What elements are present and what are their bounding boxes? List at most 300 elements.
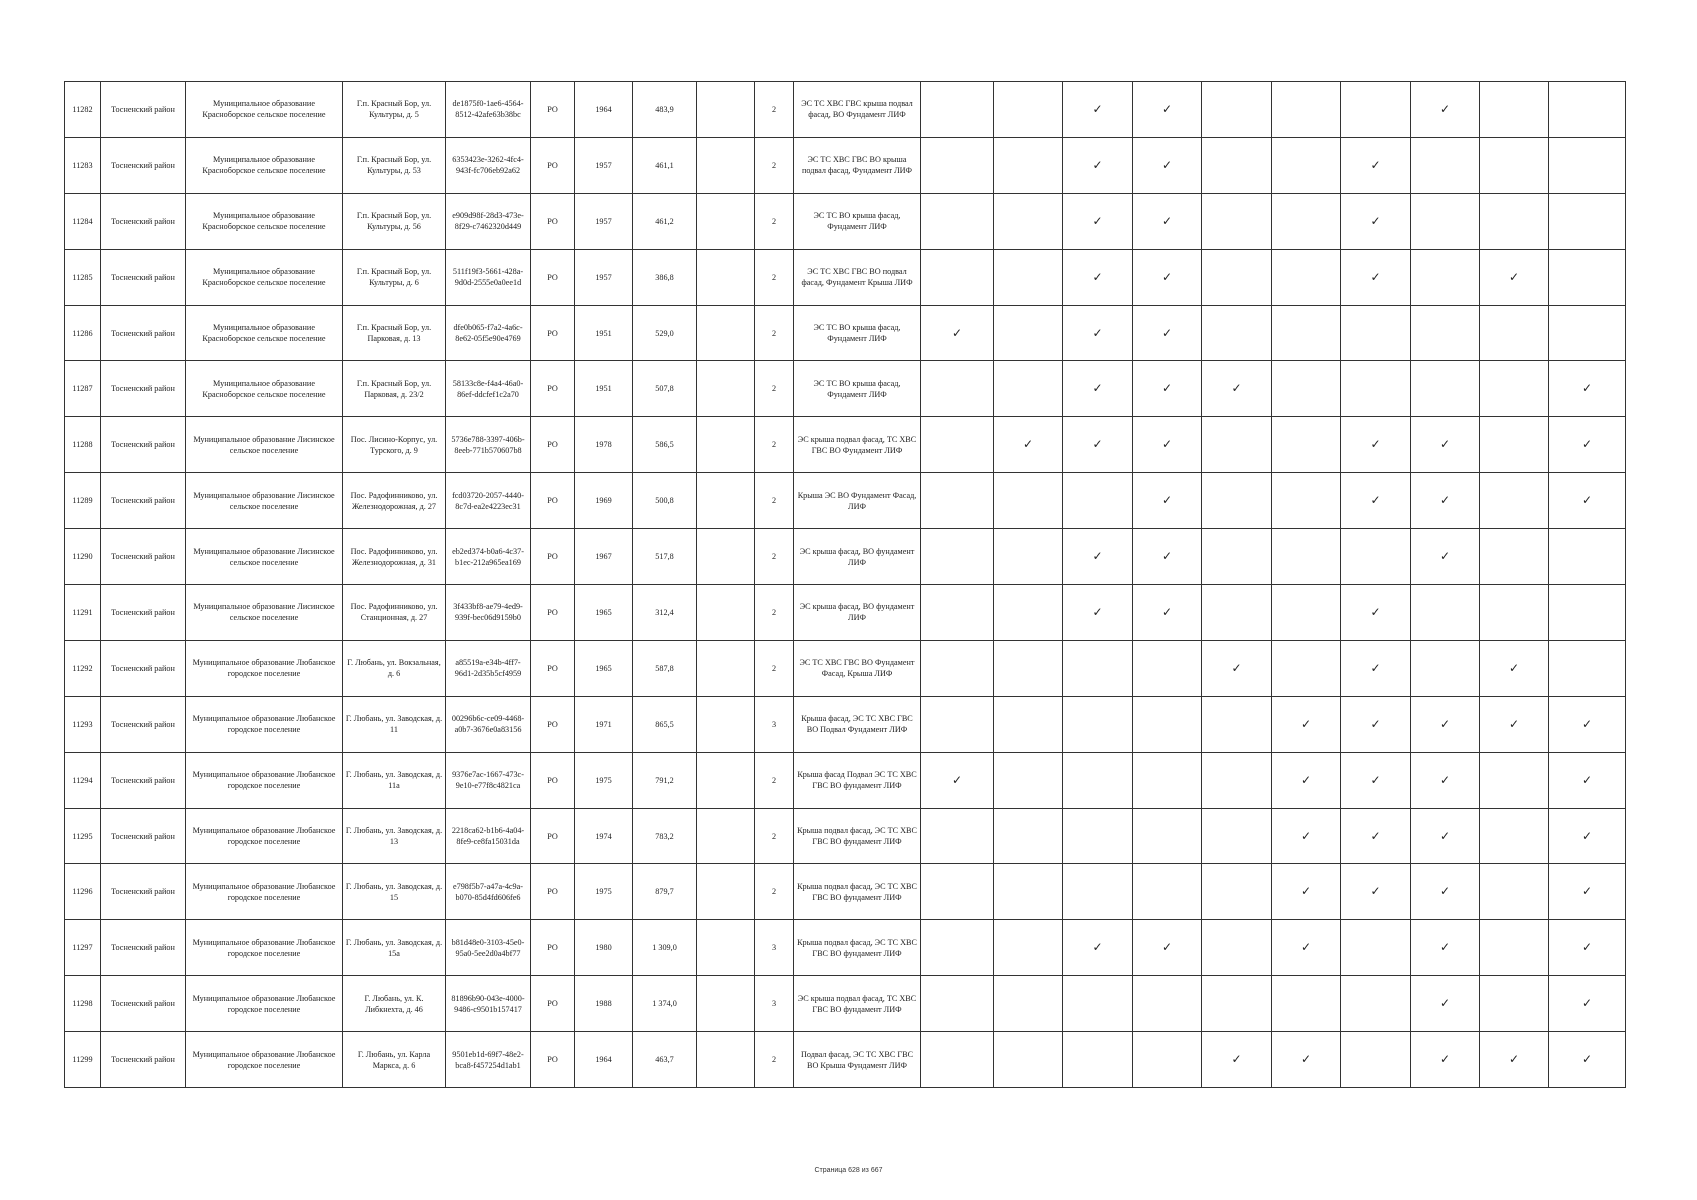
type-cell: РО	[531, 249, 575, 305]
check-cell	[1480, 1032, 1549, 1088]
check-cell	[921, 473, 994, 529]
row-number: 11293	[65, 696, 101, 752]
check-cell	[1341, 305, 1411, 361]
check-cell	[1549, 305, 1626, 361]
check-cell	[921, 1032, 994, 1088]
district-cell: Тосненский район	[101, 864, 186, 920]
checkmark-icon: ✓	[1439, 716, 1451, 731]
floors-cell: 2	[755, 640, 794, 696]
check-cell	[1202, 82, 1272, 138]
check-cell	[1272, 976, 1341, 1032]
table-row	[65, 361, 1626, 417]
guid-cell: a85519a-e34b-4ff7-96d1-2d35b5cf4959	[446, 640, 531, 696]
check-cell	[1063, 585, 1133, 641]
row-number: 11298	[65, 976, 101, 1032]
check-cell	[1341, 473, 1411, 529]
check-cell	[1202, 976, 1272, 1032]
check-cell	[1063, 473, 1133, 529]
district-cell: Тосненский район	[101, 82, 186, 138]
check-cell	[1272, 137, 1341, 193]
works-cell: ЭС крыша подвал фасад, ТС ХВС ГВС ВО фундамент ЛИФ	[794, 976, 921, 1032]
guid-cell: fcd03720-2057-4440-8c7d-ea2e4223ec31	[446, 473, 531, 529]
works-cell: Крыша подвал фасад, ЭС ТС ХВС ГВС ВО фундамент ЛИФ	[794, 808, 921, 864]
check-cell	[1063, 305, 1133, 361]
works-cell: ЭС крыша фасад, ВО фундамент ЛИФ	[794, 529, 921, 585]
blank-cell	[697, 808, 755, 864]
blank-cell	[697, 305, 755, 361]
check-cell	[1411, 864, 1480, 920]
works-cell: ЭС ТС ВО крыша фасад, Фундамент ЛИФ	[794, 193, 921, 249]
row-number: 11294	[65, 752, 101, 808]
check-cell	[994, 529, 1063, 585]
check-cell	[1549, 864, 1626, 920]
address-cell: Г. Любань, ул. Заводская, д. 13	[343, 808, 446, 864]
check-cell	[1480, 193, 1549, 249]
checkmark-icon: ✓	[1092, 604, 1103, 619]
check-cell	[994, 808, 1063, 864]
page-counter: Страница 628 из 667	[814, 1167, 883, 1174]
check-cell	[1549, 137, 1626, 193]
check-cell	[1411, 752, 1480, 808]
municipality-cell: Муниципальное образование Любанское городское поселение	[186, 752, 343, 808]
district-cell: Тосненский район	[101, 473, 186, 529]
address-cell: Пос. Радофинниково, ул. Железнодорожная, д. 27	[343, 473, 446, 529]
guid-cell: 6353423e-3262-4fc4-943f-fc706eb92a62	[446, 137, 531, 193]
municipality-cell: Муниципальное образование Красноборское сельское поселение	[186, 249, 343, 305]
check-cell	[1133, 640, 1202, 696]
check-cell	[994, 361, 1063, 417]
type-cell: РО	[531, 585, 575, 641]
checkmark-icon: ✓	[1581, 381, 1593, 396]
blank-cell	[697, 529, 755, 585]
year-cell: 1971	[575, 696, 633, 752]
area-cell: 586,5	[633, 417, 697, 473]
check-cell	[921, 193, 994, 249]
guid-cell: 3f433bf8-ae79-4ed9-939f-bec06d9159b0	[446, 585, 531, 641]
year-cell: 1969	[575, 473, 633, 529]
check-cell	[994, 137, 1063, 193]
works-cell: ЭС ТС ХВС ГВС крыша подвал фасад, ВО Фундамент ЛИФ	[794, 82, 921, 138]
check-cell	[1480, 82, 1549, 138]
municipality-cell: Муниципальное образование Красноборское сельское поселение	[186, 137, 343, 193]
guid-cell: 9501eb1d-69f7-48e2-bca8-f457254d1ab1	[446, 1032, 531, 1088]
check-cell	[1133, 1032, 1202, 1088]
type-cell: РО	[531, 808, 575, 864]
checkmark-icon: ✓	[1300, 1052, 1312, 1067]
checkmark-icon: ✓	[1581, 772, 1593, 787]
check-cell	[1411, 529, 1480, 585]
check-cell	[1341, 82, 1411, 138]
area-cell: 386,8	[633, 249, 697, 305]
district-cell: Тосненский район	[101, 249, 186, 305]
check-cell	[921, 920, 994, 976]
works-cell: Крыша подвал фасад, ЭС ТС ХВС ГВС ВО фундамент ЛИФ	[794, 920, 921, 976]
check-cell	[921, 361, 994, 417]
check-cell	[1272, 752, 1341, 808]
check-cell	[1133, 976, 1202, 1032]
checkmark-icon: ✓	[1092, 437, 1103, 452]
address-cell: Г.п. Красный Бор, ул. Культуры, д. 56	[343, 193, 446, 249]
check-cell	[1341, 417, 1411, 473]
row-number: 11299	[65, 1032, 101, 1088]
check-cell	[1272, 529, 1341, 585]
check-cell	[1341, 864, 1411, 920]
check-cell	[1133, 193, 1202, 249]
blank-cell	[697, 752, 755, 808]
municipality-cell: Муниципальное образование Лисинское сельское поселение	[186, 529, 343, 585]
check-cell	[1549, 1032, 1626, 1088]
checkmark-icon: ✓	[1581, 716, 1593, 731]
checkmark-icon: ✓	[1370, 772, 1381, 787]
district-cell: Тосненский район	[101, 1032, 186, 1088]
check-cell	[1411, 696, 1480, 752]
check-cell	[1133, 585, 1202, 641]
check-cell	[994, 1032, 1063, 1088]
guid-cell: dfe0b065-f7a2-4a6c-8e62-05f5e90e4769	[446, 305, 531, 361]
district-cell: Тосненский район	[101, 137, 186, 193]
checkmark-icon: ✓	[1370, 157, 1381, 172]
checkmark-icon: ✓	[1300, 716, 1312, 731]
municipality-cell: Муниципальное образование Любанское городское поселение	[186, 976, 343, 1032]
check-cell	[1063, 640, 1133, 696]
address-cell: Г. Любань, ул. Вокзальная, д. 6	[343, 640, 446, 696]
address-cell: Г. Любань, ул. Карла Маркса, д. 6	[343, 1032, 446, 1088]
check-cell	[1202, 529, 1272, 585]
check-cell	[1133, 808, 1202, 864]
check-cell	[1272, 473, 1341, 529]
checkmark-icon: ✓	[1439, 884, 1451, 899]
address-cell: Г.п. Красный Бор, ул. Культуры, д. 6	[343, 249, 446, 305]
check-cell	[1133, 696, 1202, 752]
checkmark-icon: ✓	[1508, 269, 1520, 284]
type-cell: РО	[531, 1032, 575, 1088]
checkmark-icon: ✓	[1092, 940, 1103, 955]
check-cell	[1480, 696, 1549, 752]
check-cell	[921, 249, 994, 305]
check-cell	[1133, 305, 1202, 361]
check-cell	[1480, 305, 1549, 361]
check-cell	[1411, 82, 1480, 138]
check-cell	[1063, 1032, 1133, 1088]
table-row	[65, 417, 1626, 473]
checkmark-icon: ✓	[1439, 940, 1451, 955]
table-row	[65, 920, 1626, 976]
municipality-cell: Муниципальное образование Красноборское сельское поселение	[186, 305, 343, 361]
checkmark-icon: ✓	[1161, 101, 1173, 116]
address-cell: Г.п. Красный Бор, ул. Парковая, д. 13	[343, 305, 446, 361]
works-cell: ЭС ТС ВО крыша фасад, Фундамент ЛИФ	[794, 361, 921, 417]
blank-cell	[697, 864, 755, 920]
table-row	[65, 529, 1626, 585]
year-cell: 1980	[575, 920, 633, 976]
check-cell	[1480, 417, 1549, 473]
check-cell	[1549, 417, 1626, 473]
check-cell	[1063, 752, 1133, 808]
checkmark-icon: ✓	[1300, 828, 1312, 843]
check-cell	[1133, 864, 1202, 920]
check-cell	[1411, 137, 1480, 193]
address-cell: Г.п. Красный Бор, ул. Парковая, д. 23/2	[343, 361, 446, 417]
floors-cell: 2	[755, 82, 794, 138]
check-cell	[1411, 1032, 1480, 1088]
checkmark-icon: ✓	[1439, 828, 1451, 843]
blank-cell	[697, 585, 755, 641]
checkmark-icon: ✓	[1508, 660, 1520, 675]
year-cell: 1965	[575, 640, 633, 696]
check-cell	[921, 82, 994, 138]
guid-cell: de1875f0-1ae6-4564-8512-42afe63b38bc	[446, 82, 531, 138]
check-cell	[1133, 249, 1202, 305]
area-cell: 461,2	[633, 193, 697, 249]
check-cell	[994, 920, 1063, 976]
year-cell: 1978	[575, 417, 633, 473]
check-cell	[1272, 920, 1341, 976]
floors-cell: 2	[755, 137, 794, 193]
check-cell	[1272, 1032, 1341, 1088]
check-cell	[1549, 249, 1626, 305]
floors-cell: 2	[755, 752, 794, 808]
district-cell: Тосненский район	[101, 193, 186, 249]
checkmark-icon: ✓	[1370, 213, 1381, 228]
check-cell	[1063, 193, 1133, 249]
area-cell: 463,7	[633, 1032, 697, 1088]
checkmark-icon: ✓	[1161, 940, 1173, 955]
blank-cell	[697, 696, 755, 752]
works-cell: Крыша ЭС ВО Фундамент Фасад, ЛИФ	[794, 473, 921, 529]
address-cell: Пос. Радофинниково, ул. Станционная, д. 27	[343, 585, 446, 641]
checkmark-icon: ✓	[1092, 157, 1103, 172]
check-cell	[1341, 752, 1411, 808]
works-cell: Крыша подвал фасад, ЭС ТС ХВС ГВС ВО фундамент ЛИФ	[794, 864, 921, 920]
guid-cell: e909d98f-28d3-473e-8f29-c7462320d449	[446, 193, 531, 249]
check-cell	[921, 137, 994, 193]
checkmark-icon: ✓	[951, 325, 963, 340]
checkmark-icon: ✓	[1439, 549, 1451, 564]
row-number: 11289	[65, 473, 101, 529]
check-cell	[1341, 640, 1411, 696]
checkmark-icon: ✓	[1161, 213, 1173, 228]
table-row	[65, 137, 1626, 193]
check-cell	[1202, 864, 1272, 920]
check-cell	[1480, 585, 1549, 641]
check-cell	[1202, 640, 1272, 696]
row-number: 11290	[65, 529, 101, 585]
checkmark-icon: ✓	[1161, 604, 1173, 619]
checkmark-icon: ✓	[1161, 269, 1173, 284]
check-cell	[1549, 808, 1626, 864]
type-cell: РО	[531, 920, 575, 976]
floors-cell: 2	[755, 808, 794, 864]
checkmark-icon: ✓	[1581, 996, 1593, 1011]
checkmark-icon: ✓	[1161, 437, 1173, 452]
check-cell	[1202, 752, 1272, 808]
checkmark-icon: ✓	[1231, 660, 1242, 675]
check-cell	[1341, 976, 1411, 1032]
municipality-cell: Муниципальное образование Любанское городское поселение	[186, 808, 343, 864]
address-cell: Г. Любань, ул. Заводская, д. 11а	[343, 752, 446, 808]
check-cell	[994, 305, 1063, 361]
housing-register-table	[64, 81, 1626, 1088]
municipality-cell: Муниципальное образование Любанское городское поселение	[186, 864, 343, 920]
address-cell: Г.п. Красный Бор, ул. Культуры, д. 5	[343, 82, 446, 138]
check-cell	[1202, 361, 1272, 417]
guid-cell: 511f19f3-5661-428a-9d0d-2555e0a0ee1d	[446, 249, 531, 305]
checkmark-icon: ✓	[1370, 660, 1381, 675]
checkmark-icon: ✓	[1022, 437, 1034, 452]
works-cell: ЭС крыша подвал фасад, ТС ХВС ГВС ВО Фундамент ЛИФ	[794, 417, 921, 473]
check-cell	[1549, 696, 1626, 752]
guid-cell: 00296b6c-ce09-4468-a0b7-3676e0a83156	[446, 696, 531, 752]
check-cell	[1411, 808, 1480, 864]
checkmark-icon: ✓	[1370, 493, 1381, 508]
municipality-cell: Муниципальное образование Лисинское сельское поселение	[186, 585, 343, 641]
type-cell: РО	[531, 361, 575, 417]
check-cell	[1202, 696, 1272, 752]
works-cell: Подвал фасад, ЭС ТС ХВС ГВС ВО Крыша Фундамент ЛИФ	[794, 1032, 921, 1088]
blank-cell	[697, 640, 755, 696]
check-cell	[1272, 82, 1341, 138]
year-cell: 1964	[575, 1032, 633, 1088]
address-cell: Г.п. Красный Бор, ул. Культуры, д. 53	[343, 137, 446, 193]
year-cell: 1967	[575, 529, 633, 585]
area-cell: 312,4	[633, 585, 697, 641]
row-number: 11283	[65, 137, 101, 193]
check-cell	[1063, 864, 1133, 920]
checkmark-icon: ✓	[1581, 437, 1593, 452]
table-row	[65, 640, 1626, 696]
check-cell	[1341, 193, 1411, 249]
check-cell	[1063, 976, 1133, 1032]
check-cell	[1480, 137, 1549, 193]
check-cell	[1063, 808, 1133, 864]
check-cell	[1202, 417, 1272, 473]
checkmark-icon: ✓	[951, 772, 963, 787]
check-cell	[1549, 640, 1626, 696]
check-cell	[1272, 249, 1341, 305]
check-cell	[1063, 361, 1133, 417]
check-cell	[1341, 137, 1411, 193]
type-cell: РО	[531, 864, 575, 920]
type-cell: РО	[531, 976, 575, 1032]
checkmark-icon: ✓	[1092, 325, 1103, 340]
check-cell	[921, 417, 994, 473]
district-cell: Тосненский район	[101, 585, 186, 641]
floors-cell: 3	[755, 696, 794, 752]
check-cell	[1133, 137, 1202, 193]
type-cell: РО	[531, 473, 575, 529]
check-cell	[1202, 920, 1272, 976]
table-row	[65, 82, 1626, 138]
area-cell: 1 374,0	[633, 976, 697, 1032]
table-row	[65, 473, 1626, 529]
check-cell	[1480, 473, 1549, 529]
check-cell	[1133, 473, 1202, 529]
checkmark-icon: ✓	[1161, 549, 1173, 564]
area-cell: 507,8	[633, 361, 697, 417]
check-cell	[1272, 361, 1341, 417]
address-cell: Пос. Радофинниково, ул. Железнодорожная, д. 31	[343, 529, 446, 585]
check-cell	[1411, 585, 1480, 641]
checkmark-icon: ✓	[1581, 940, 1593, 955]
check-cell	[1272, 585, 1341, 641]
municipality-cell: Муниципальное образование Любанское городское поселение	[186, 920, 343, 976]
check-cell	[1411, 640, 1480, 696]
blank-cell	[697, 417, 755, 473]
check-cell	[994, 864, 1063, 920]
row-number: 11288	[65, 417, 101, 473]
year-cell: 1957	[575, 249, 633, 305]
guid-cell: 2218ca62-b1b6-4a04-8fe9-ce8fa15031da	[446, 808, 531, 864]
floors-cell: 2	[755, 361, 794, 417]
check-cell	[1411, 976, 1480, 1032]
checkmark-icon: ✓	[1300, 884, 1312, 899]
check-cell	[994, 696, 1063, 752]
table-row	[65, 752, 1626, 808]
district-cell: Тосненский район	[101, 417, 186, 473]
address-cell: Г. Любань, ул. Заводская, д. 11	[343, 696, 446, 752]
table-row	[65, 249, 1626, 305]
area-cell: 783,2	[633, 808, 697, 864]
check-cell	[994, 417, 1063, 473]
floors-cell: 2	[755, 305, 794, 361]
district-cell: Тосненский район	[101, 752, 186, 808]
check-cell	[1202, 193, 1272, 249]
row-number: 11291	[65, 585, 101, 641]
check-cell	[1341, 696, 1411, 752]
guid-cell: b81d48e0-3103-45e0-95a0-5ee2d0a4bf77	[446, 920, 531, 976]
check-cell	[1202, 808, 1272, 864]
floors-cell: 2	[755, 249, 794, 305]
floors-cell: 2	[755, 1032, 794, 1088]
check-cell	[1341, 920, 1411, 976]
check-cell	[1411, 193, 1480, 249]
check-cell	[1341, 361, 1411, 417]
check-cell	[1133, 417, 1202, 473]
year-cell: 1974	[575, 808, 633, 864]
check-cell	[1341, 1032, 1411, 1088]
checkmark-icon: ✓	[1161, 325, 1173, 340]
guid-cell: 5736e788-3397-406b-8eeb-771b570607b8	[446, 417, 531, 473]
type-cell: РО	[531, 193, 575, 249]
check-cell	[921, 585, 994, 641]
check-cell	[1133, 920, 1202, 976]
year-cell: 1951	[575, 361, 633, 417]
district-cell: Тосненский район	[101, 361, 186, 417]
blank-cell	[697, 473, 755, 529]
check-cell	[1272, 193, 1341, 249]
guid-cell: 58133c8e-f4a4-46a0-86ef-ddcfef1c2a70	[446, 361, 531, 417]
checkmark-icon: ✓	[1092, 269, 1103, 284]
check-cell	[1549, 976, 1626, 1032]
checkmark-icon: ✓	[1092, 381, 1103, 396]
check-cell	[1549, 585, 1626, 641]
checkmark-icon: ✓	[1161, 381, 1173, 396]
address-cell: Г. Любань, ул. Заводская, д. 15а	[343, 920, 446, 976]
check-cell	[1549, 529, 1626, 585]
floors-cell: 2	[755, 473, 794, 529]
district-cell: Тосненский район	[101, 976, 186, 1032]
type-cell: РО	[531, 696, 575, 752]
type-cell: РО	[531, 752, 575, 808]
guid-cell: 81896b90-043e-4000-9486-c9501b157417	[446, 976, 531, 1032]
checkmark-icon: ✓	[1581, 828, 1593, 843]
check-cell	[1202, 473, 1272, 529]
check-cell	[1272, 808, 1341, 864]
check-cell	[1411, 361, 1480, 417]
floors-cell: 2	[755, 585, 794, 641]
check-cell	[1202, 1032, 1272, 1088]
checkmark-icon: ✓	[1439, 996, 1451, 1011]
